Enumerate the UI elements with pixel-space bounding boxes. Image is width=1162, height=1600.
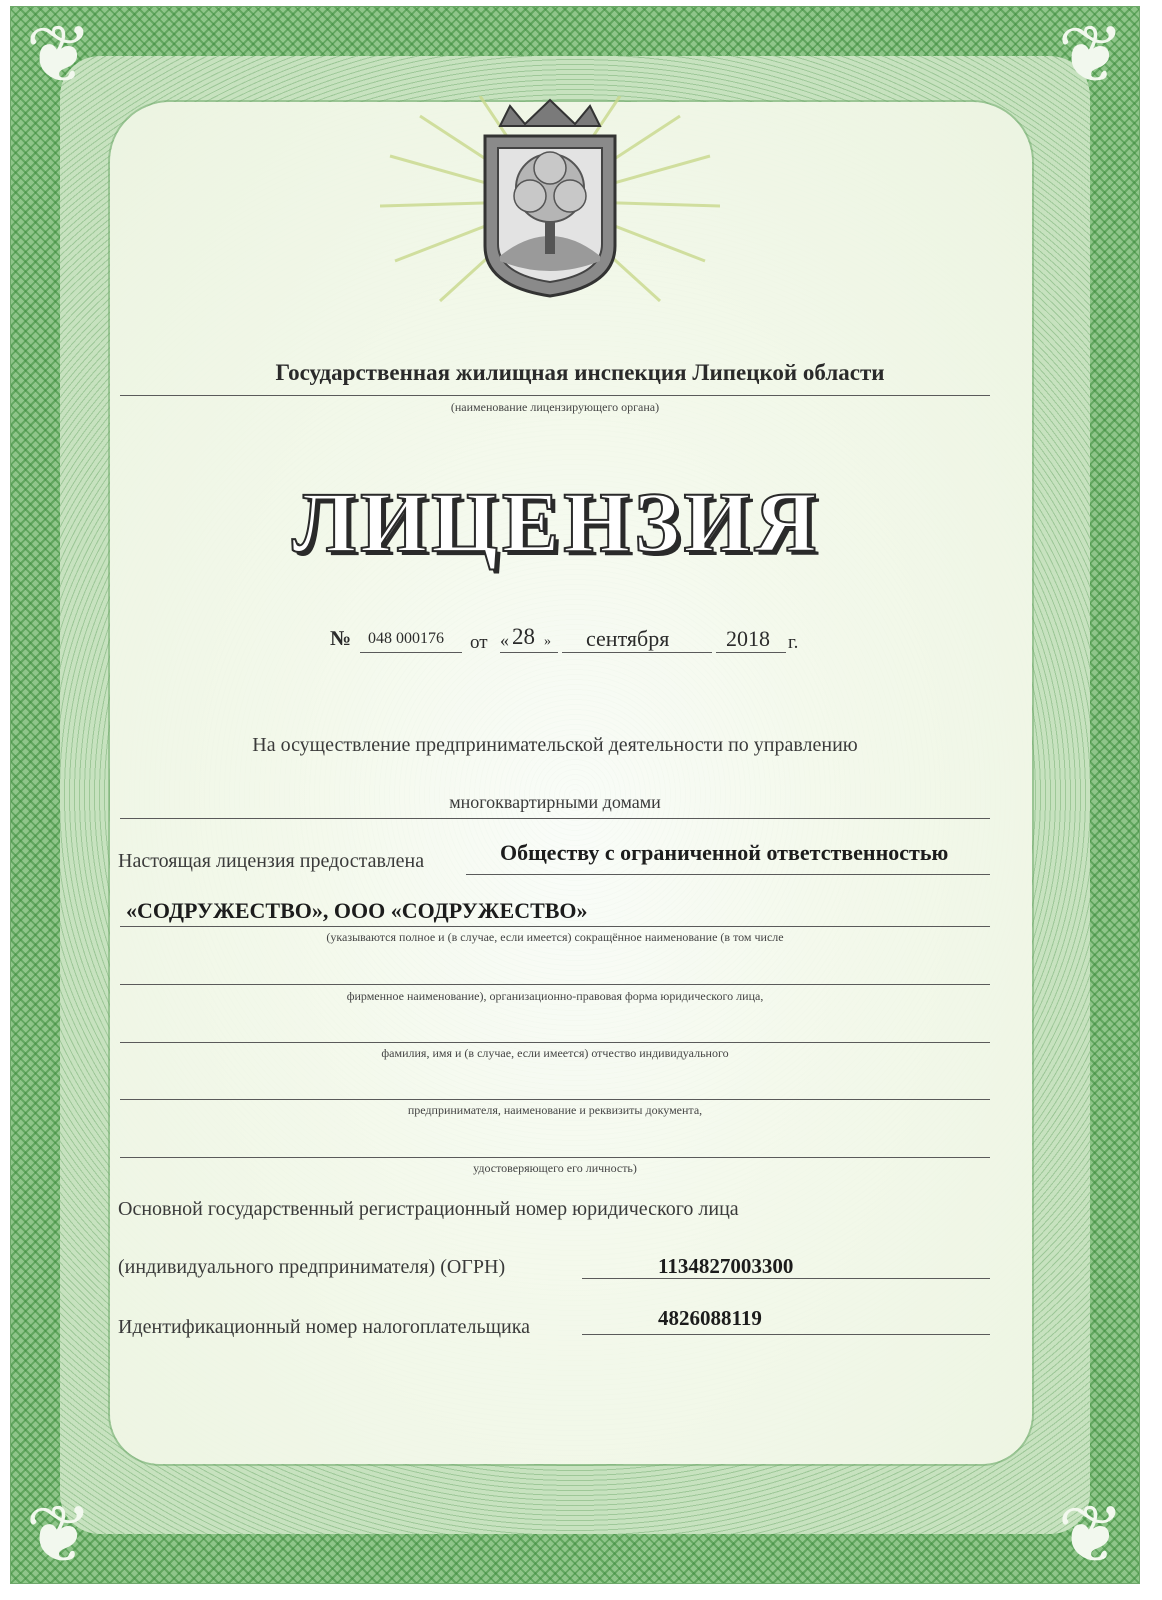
- caption-4: предпринимателя, наименование и реквизиты документа,: [407, 1103, 703, 1117]
- granted-name-line-2: «СОДРУЖЕСТВО», ООО «СОДРУЖЕСТВО»: [126, 898, 588, 923]
- fleur-ornament-icon: ❦: [1057, 1488, 1125, 1581]
- license-year: 2018: [726, 626, 770, 651]
- year-suffix: г.: [788, 632, 799, 653]
- license-month: сентября: [586, 626, 670, 651]
- caption-3: фамилия, имя и (в случае, если имеется) отчество индивидуального: [381, 1046, 729, 1060]
- caption-1: (указываются полное и (в случае, если имеется) сокращённое наименование (в том числе: [326, 930, 784, 944]
- from-word: от: [470, 632, 488, 653]
- inn-value: 4826088119: [658, 1306, 762, 1330]
- year-underline: [716, 652, 786, 653]
- month-underline: [562, 652, 712, 653]
- inn-underline: [582, 1334, 990, 1335]
- license-title: ЛИЦЕНЗИЯ: [292, 474, 821, 570]
- authority-underline: [120, 395, 990, 396]
- blank-line-4: [120, 1157, 990, 1158]
- coat-of-arms-icon: [380, 96, 720, 306]
- blank-line-3: [120, 1099, 990, 1100]
- inn-label: Идентификационный номер налогоплательщика: [118, 1316, 531, 1338]
- activity-underline: [120, 818, 990, 819]
- granted-name-line-1: Обществу с ограниченной ответственностью: [500, 840, 949, 865]
- blank-line-2: [120, 1042, 990, 1043]
- granted-underline-2: [120, 926, 990, 927]
- blank-line-1: [120, 984, 990, 985]
- number-underline: [360, 652, 462, 653]
- authority-caption: (наименование лицензирующего органа): [450, 400, 660, 414]
- ogrn-value: 1134827003300: [658, 1254, 794, 1278]
- license-number: 048 000176: [368, 630, 444, 647]
- activity-line-2: многоквартирными домами: [449, 792, 661, 812]
- activity-line-1: На осуществление предпринимательской деятельности по управлению: [252, 734, 858, 756]
- number-sign: №: [330, 626, 352, 650]
- fleur-ornament-icon: ❦: [25, 1488, 93, 1581]
- caption-5: удостоверяющего его личность): [473, 1161, 637, 1175]
- granted-label: Настоящая лицензия предоставлена: [118, 850, 425, 872]
- ogrn-label-1: Основной государственный регистрационный номер юридического лица: [118, 1198, 739, 1220]
- fleur-ornament-icon: ❦: [25, 8, 93, 101]
- day-quote-close: »: [544, 634, 551, 649]
- day-quote-open: «: [500, 630, 509, 650]
- authority-name: Государственная жилищная инспекция Липецкой области: [275, 360, 885, 385]
- license-day: 28: [512, 624, 535, 649]
- caption-2: фирменное наименование), организационно-правовая форма юридического лица,: [346, 989, 764, 1003]
- ogrn-underline: [582, 1278, 990, 1279]
- granted-underline-1: [466, 874, 990, 875]
- ogrn-label-2: (индивидуального предпринимателя) (ОГРН): [118, 1256, 506, 1278]
- day-underline: [500, 652, 558, 653]
- fleur-ornament-icon: ❦: [1057, 8, 1125, 101]
